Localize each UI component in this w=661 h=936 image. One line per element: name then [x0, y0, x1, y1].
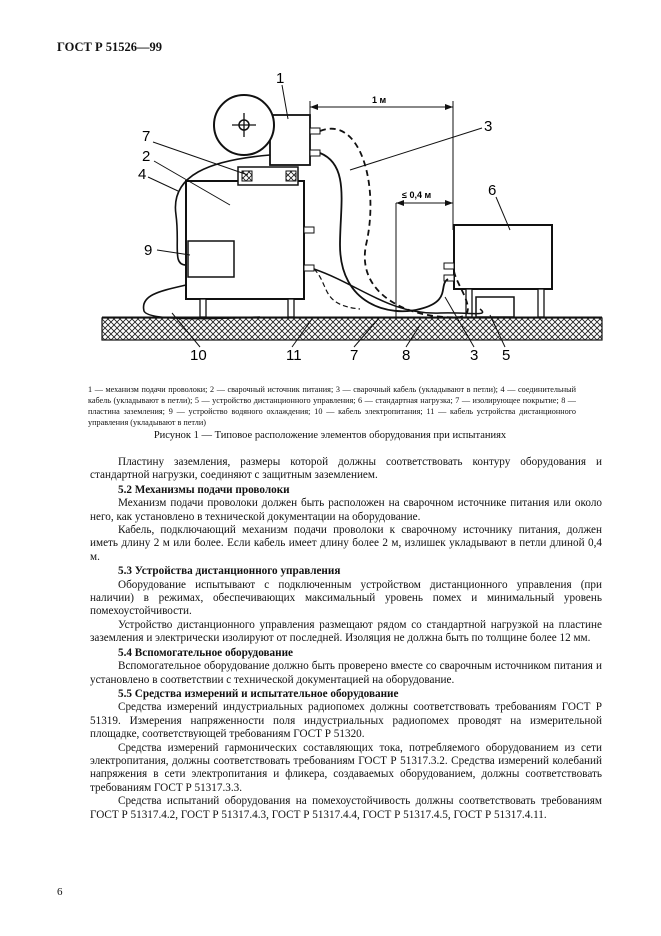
paragraph: Средства измерений индустриальных радиопомех должны соответствовать требованиям ГОСТ Р 51319. Измерения напряженности поля индустриальных радиопомех проводят на измерительной площадке, соответствующей требованиям ГОСТ Р 51320.: [90, 701, 602, 741]
label-6: 6: [488, 182, 497, 199]
label-3-bottom: 3: [470, 347, 479, 364]
dimension-1m: 1 м: [372, 95, 387, 105]
label-7-bottom: 7: [350, 347, 359, 364]
welding-cable-2: [320, 153, 448, 311]
page-number: 6: [57, 886, 63, 898]
dimension-04m: ≤ 0,4 м: [402, 190, 432, 200]
welding-cable: [320, 129, 468, 318]
section-heading-5-5: 5.5 Средства измерений и испытательное оборудование: [118, 687, 399, 700]
label-10: 10: [190, 347, 207, 364]
equipment-layout-figure: [60, 55, 620, 385]
welding-power-source: [186, 181, 304, 299]
paragraph: Кабель, подключающий механизм подачи проволоки к сварочному источнику питания, должен иметь длину 2 м или более. Если кабель имеет длину более 2 м, излишек укладывают в петли длиной 0,4 м.: [90, 524, 602, 563]
label-3-top: 3: [484, 118, 493, 135]
ground-plate: [102, 318, 602, 340]
section-heading-5-3: 5.3 Устройства дистанционного управления: [118, 565, 341, 578]
figure-legend: 1 — механизм подачи проволоки; 2 — сварочный источник питания; 3 — сварочный кабель (укладывают в петли); 4 — соединительный кабель (укладывают в петли); 5 — устройство дистанционного управления; 6 — стандартная нагрузка; 7 — изолирующее покрытие; 8 — пластина заземления; 9 — устройство водяного охлаждения; 10 — кабель электропитания; 11 — кабель устройства дистанционного управления (укладывают в петли): [88, 385, 576, 427]
figure-caption: Рисунок 1 — Типовое расположение элементов оборудования при испытаниях: [153, 430, 507, 441]
paragraph: Оборудование испытывают с подключенным устройством дистанционного управления (при наличии) в режимах, обеспечивающих максимальный уровень помех и минимальный уровень помехоустойчивости.: [90, 578, 602, 618]
water-cooling-unit: [188, 241, 234, 277]
remote-control-unit: [476, 297, 514, 317]
label-11: 11: [286, 347, 302, 364]
paragraph: Устройство дистанционного управления размещают рядом со стандартной нагрузкой на пластине заземления и электрически изолируют от последней. Изоляция не должна быть по толщине более 12 мм.: [90, 618, 602, 645]
paragraph: Вспомогательное оборудование должно быть проверено вместе со сварочным источником питания и установлено в соответствии с технической документацией на оборудование.: [90, 660, 602, 686]
paragraph: Пластину заземления, размеры которой должны соответствовать контуру оборудования и стандартной нагрузки, соединяют с защитным заземлением.: [90, 456, 602, 482]
section-heading-5-4: 5.4 Вспомогательное оборудование: [118, 646, 294, 659]
label-8: 8: [402, 347, 411, 364]
label-7-top: 7: [142, 128, 151, 145]
label-5: 5: [502, 347, 511, 364]
document-header: ГОСТ Р 51526—99: [57, 40, 163, 54]
document-body: [90, 456, 602, 822]
paragraph: Средства испытаний оборудования на помехоустойчивость должны соответствовать требованиям ГОСТ Р 51317.4.2, ГОСТ Р 51317.4.3, ГОСТ Р 51317.4.4, ГОСТ Р 51317.4.5, ГОСТ Р 51317.4.11.: [90, 795, 602, 821]
paragraph: Средства измерений гармонических составляющих тока, потребляемого оборудованием из сети электропитания, должны соответствовать требованиям ГОСТ Р 51317.3.2. Средства измерений колебаний напряжения в сети электропитания и фликера, создаваемых оборудованием, должны соответствовать требованиям ГОСТ Р 51317.3.3.: [90, 741, 602, 794]
section-heading-5-2: 5.2 Механизмы подачи проволоки: [118, 483, 290, 496]
standard-load: [454, 225, 552, 289]
paragraph: Механизм подачи проволоки должен быть расположен на сварочном источнике питания или около него, как установлено в технической документации на оборудование.: [90, 497, 602, 523]
label-2: 2: [142, 148, 151, 165]
wire-feed-mechanism: [270, 115, 310, 165]
label-1: 1: [276, 70, 285, 87]
label-9: 9: [144, 242, 153, 259]
label-4: 4: [138, 166, 147, 183]
